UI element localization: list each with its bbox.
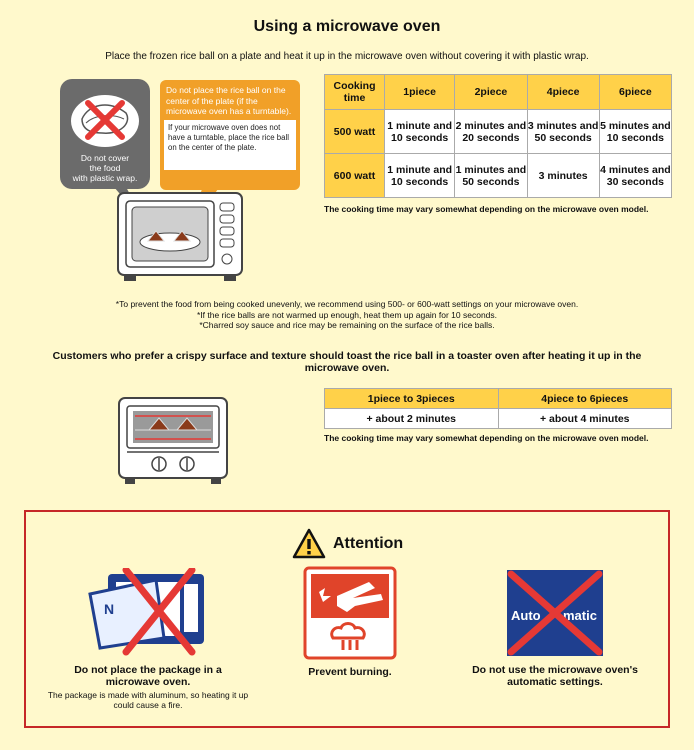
attention-caption: Prevent burning.	[308, 666, 392, 678]
table-cell: + about 4 minutes	[498, 409, 672, 429]
table-cell: + about 2 minutes	[325, 409, 499, 429]
crispy-tip: Customers who prefer a crispy surface and texture should toast the rice ball in a toaster oven after heating it up in the microwave oven.	[52, 350, 642, 374]
column-header: 4piece to 6pieces	[498, 389, 672, 409]
table-cell: 4 minutes and 30 seconds	[599, 154, 671, 198]
svg-text:N: N	[104, 601, 115, 617]
placement-callout-body: If your microwave oven does not have a turntable, place the rice ball on the center of the plate.	[164, 120, 296, 170]
automatic-label-left: Auto	[511, 608, 541, 623]
table-cell: 3 minutes	[527, 154, 599, 198]
column-header: 6piece	[599, 75, 671, 110]
placement-callout-header: Do not place the rice ball on the center of the plate (if the microwave oven has a turntable).	[166, 85, 292, 116]
cooking-time-note: The cooking time may vary somewhat depending on the microwave oven model.	[324, 204, 649, 214]
toaster-oven-icon	[117, 394, 229, 488]
attention-caption: Do not place the package in a microwave oven.	[74, 664, 222, 688]
attention-caption: Do not use the microwave oven's automatic settings.	[472, 664, 638, 688]
attention-box	[24, 510, 670, 728]
warning-icon	[292, 528, 326, 560]
table-cell: 1 minute and 10 seconds	[385, 110, 455, 154]
row-header: 600 watt	[325, 154, 385, 198]
automatic-label-right: matic	[563, 608, 597, 623]
prevent-burning-icon	[303, 566, 397, 660]
column-header: 1piece	[385, 75, 455, 110]
no-package-microwave-icon	[86, 568, 210, 658]
no-automatic-icon	[503, 568, 607, 658]
no-cover-line-2: the food	[89, 163, 121, 173]
page-title: Using a microwave oven	[253, 18, 441, 35]
attention-item	[46, 568, 250, 710]
attention-subtext: The package is made with aluminum, so heating it up could cause a fire.	[47, 690, 249, 710]
row-header: 500 watt	[325, 110, 385, 154]
attention-item	[462, 568, 648, 688]
no-cover-callout	[60, 79, 150, 189]
table-cell: 5 minutes and 10 seconds	[599, 110, 671, 154]
placement-callout	[160, 80, 300, 190]
table-cell: 1 minutes and 50 seconds	[455, 154, 527, 198]
footnote: *To prevent the food from being cooked unevenly, we recommend using 500- or 600-watt settings on your microwave oven.	[115, 299, 579, 309]
column-header: 4piece	[527, 75, 599, 110]
column-header: 2piece	[455, 75, 527, 110]
no-cover-line-1: Do not cover	[80, 153, 130, 163]
toaster-time-table	[324, 388, 672, 429]
microwave-illustration	[52, 75, 312, 285]
attention-title: Attention	[333, 535, 404, 552]
attention-item	[280, 566, 420, 678]
table-cell: 2 minutes and 20 seconds	[455, 110, 527, 154]
footnote: *Charred soy sauce and rice may be remaining on the surface of the rice balls.	[199, 320, 495, 330]
toaster-time-note: The cooking time may vary somewhat depending on the microwave oven model.	[324, 433, 649, 443]
no-plastic-wrap-icon	[60, 79, 150, 153]
table-corner: Cooking time	[325, 75, 385, 110]
column-header: 1piece to 3pieces	[325, 389, 499, 409]
intro-text: Place the frozen rice ball on a plate and heat it up in the microwave oven without covering it with plastic wrap.	[105, 51, 589, 62]
table-cell: 1 minute and 10 seconds	[385, 154, 455, 198]
no-cover-line-3: with plastic wrap.	[72, 173, 138, 183]
footnotes	[0, 299, 694, 331]
footnote: *If the rice balls are not warmed up enough, heat them up again for 10 seconds.	[196, 309, 498, 320]
table-cell: 3 minutes and 50 seconds	[527, 110, 599, 154]
cooking-time-table	[324, 74, 672, 198]
